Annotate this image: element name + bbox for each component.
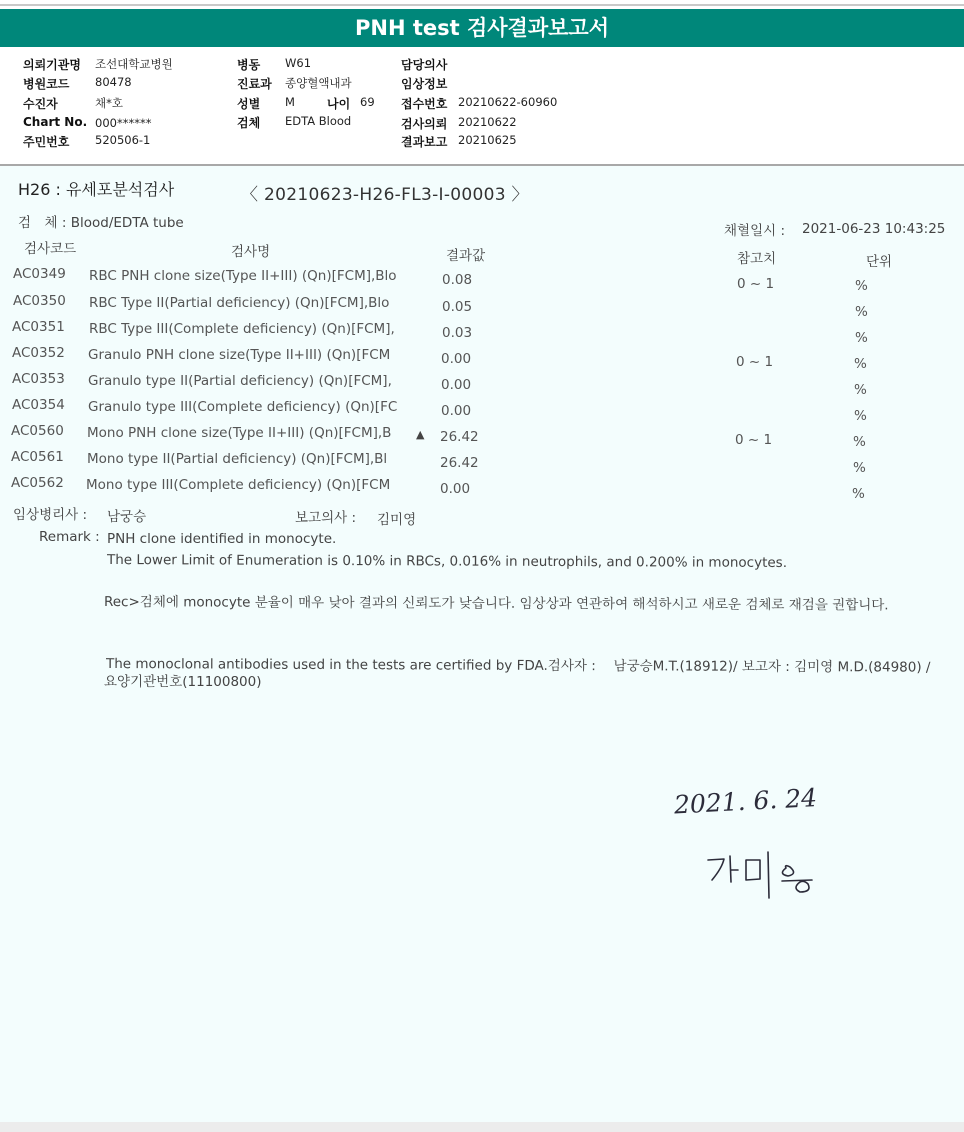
collection-datetime: 2021-06-23 10:43:25 <box>802 221 946 237</box>
row-test-name: RBC PNH clone size(Type II+III) (Qn)[FCM],Blo <box>89 268 397 284</box>
header-field-department: 진료과 종양혈액내과 <box>237 76 352 91</box>
signature-text: 김미영 <box>200 346 203 347</box>
row-result: 26.42 <box>440 429 479 445</box>
row-result: 0.05 <box>442 299 473 315</box>
header-field-chart-no: Chart No. 000****** <box>23 115 152 130</box>
row-unit: % <box>854 408 867 424</box>
result-body <box>0 166 964 1122</box>
header-field-clinical-info: 임상정보 <box>401 77 448 91</box>
header-field-age: 나이 69 <box>327 95 375 111</box>
header-field-sex: 성별 M <box>237 95 295 111</box>
header-field-specimen: 검체 EDTA Blood <box>237 114 352 130</box>
reporting-doctor-name: 김미영 <box>377 512 417 528</box>
recommendation-text: Rec>검체에 monocyte 분율이 매우 낮아 결과의 신뢰도가 낮습니다. 임상상과 연관하여 해석하시고 새로운 검체로 재검을 권합니다. <box>103 594 889 614</box>
row-test-name: Granulo type III(Complete deficiency) (Qn)[FC <box>88 399 398 415</box>
row-reference: 0 ~ 1 <box>737 276 775 292</box>
row-test-name: Mono type II(Partial deficiency) (Qn)[FCM],Bl <box>87 451 388 467</box>
patient-header <box>0 47 964 163</box>
row-result: 0.00 <box>440 481 471 497</box>
header-field-resident-no: 주민번호 520506-1 <box>23 133 151 149</box>
row-result: 0.00 <box>441 377 472 393</box>
row-test-name: RBC Type III(Complete deficiency) (Qn)[FCM], <box>89 321 395 337</box>
row-unit: % <box>855 304 868 320</box>
row-code: AC0562 <box>11 475 64 491</box>
row-test-name: Granulo type II(Partial deficiency) (Qn)[FCM], <box>88 373 392 389</box>
top-border <box>0 4 964 6</box>
remark-line-2: The Lower Limit of Enumeration is 0.10% in RBCs, 0.016% in neutrophils, and 0.200% in monocytes. <box>106 552 788 571</box>
high-flag-icon: ▲ <box>416 428 425 441</box>
certification-line-2: 요양기관번호(11100800) <box>104 674 262 690</box>
signature-strokes <box>708 852 812 898</box>
row-test-name: Granulo PNH clone size(Type II+III) (Qn)[FCM <box>88 347 391 363</box>
row-code: AC0350 <box>13 293 66 309</box>
row-code: AC0561 <box>11 449 64 465</box>
header-field-institution: 의뢰기관명 조선대학교병원 <box>23 57 173 72</box>
handwritten-date <box>672 782 822 822</box>
remark-label: Remark : <box>39 529 100 545</box>
row-code: AC0349 <box>13 266 66 282</box>
header-field-receipt-no: 접수번호 20210622-60960 <box>401 95 558 111</box>
header-field-doctor: 담당의사 <box>401 58 448 72</box>
row-unit: % <box>853 434 866 450</box>
row-code: AC0353 <box>12 371 65 387</box>
row-test-name: RBC Type II(Partial deficiency) (Qn)[FCM],Blo <box>89 295 390 311</box>
row-unit: % <box>855 278 868 294</box>
row-result: 0.00 <box>441 403 472 419</box>
technologist-name: 남궁승 <box>107 509 147 525</box>
row-test-name: Mono PNH clone size(Type II+III) (Qn)[FCM],B <box>87 425 392 441</box>
handwritten-date-text: 2021. 6. 24 <box>673 783 818 820</box>
collection-label: 채혈일시 : <box>724 223 786 239</box>
bottom-border <box>0 1122 964 1132</box>
col-header-unit: 단위 <box>866 254 893 270</box>
row-test-name: Mono type III(Complete deficiency) (Qn)[FCM <box>86 477 391 493</box>
col-header-reference: 참고치 <box>737 251 777 267</box>
row-code: AC0354 <box>12 397 65 413</box>
row-unit: % <box>854 356 867 372</box>
remark-line-1: PNH clone identified in monocyte. <box>107 531 337 547</box>
row-code: AC0351 <box>12 319 65 335</box>
specimen-type: 검 체 : Blood/EDTA tube <box>18 215 184 231</box>
specimen-number: 〈 20210623-H26-FL3-I-00003 〉 <box>241 185 529 205</box>
row-unit: % <box>852 486 865 502</box>
row-result: 0.00 <box>441 351 472 367</box>
report-title: PNH test 검사결과보고서 <box>0 9 964 47</box>
header-field-report-date: 결과보고 20210625 <box>401 133 517 149</box>
row-result: 0.08 <box>442 272 473 288</box>
row-code: AC0352 <box>12 345 65 361</box>
row-unit: % <box>853 460 866 476</box>
col-header-result: 결과값 <box>446 248 486 264</box>
section-title: H26 : 유세포분석검사 <box>18 180 175 199</box>
header-field-hospital-code: 병원코드 80478 <box>23 75 132 91</box>
certification-line-1: The monoclonal antibodies used in the tests are certified by FDA.검사자 : 남궁승M.T.(18912)/ 보고자 : 김미영 M.D.(84980) / <box>105 656 931 676</box>
row-code: AC0560 <box>11 423 64 439</box>
row-result: 0.03 <box>442 325 473 341</box>
row-reference: 0 ~ 1 <box>735 432 773 448</box>
col-header-name: 검사명 <box>231 244 271 260</box>
technologist-label: 임상병리사 : <box>13 507 88 523</box>
header-field-request-date: 검사의뢰 20210622 <box>401 115 517 131</box>
header-field-patient: 수진자 채*호 <box>23 96 123 111</box>
row-reference: 0 ~ 1 <box>736 354 774 370</box>
row-result: 26.42 <box>440 455 479 471</box>
reporting-doctor-label: 보고의사 : <box>295 510 357 526</box>
row-unit: % <box>854 382 867 398</box>
col-header-code: 검사코드 <box>24 241 77 257</box>
header-field-ward: 병동 W61 <box>237 56 312 72</box>
row-unit: % <box>855 330 868 346</box>
